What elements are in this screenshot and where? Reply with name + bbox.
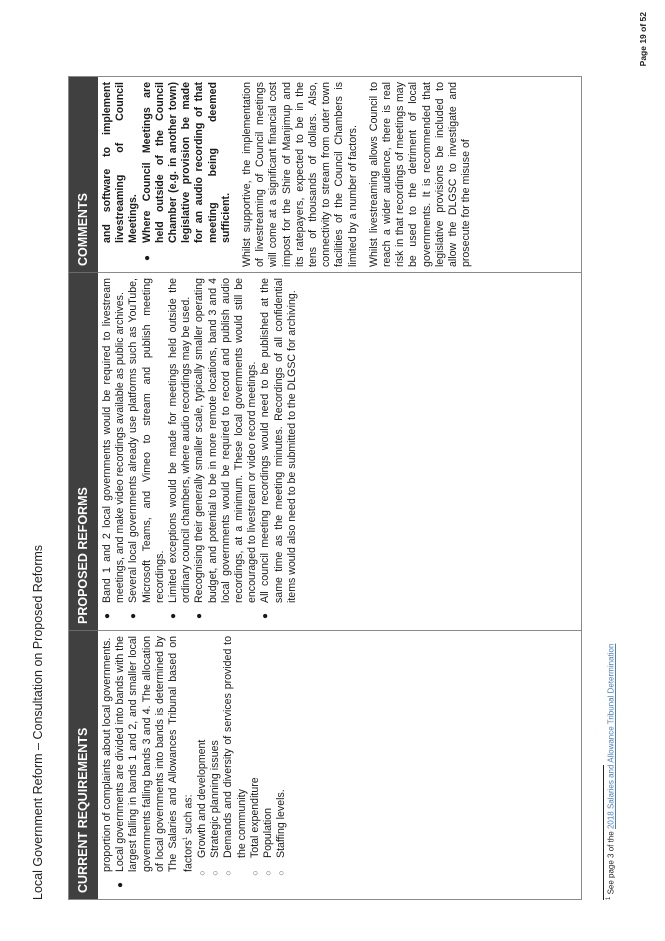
reform-text: Several local governments already use platforms such as YouTube, Microsoft Teams, and Vimeo to stream and publish meeting recordings.	[127, 278, 166, 603]
header-current-requirements: CURRENT REQUIREMENTS	[69, 630, 98, 899]
footnote	[606, 644, 616, 900]
bullet-icon: ●	[194, 612, 206, 620]
bands-text: Local governments are divided into bands with the largest falling in bands 1 and 2, and smaller local governments falling bands 3 and 4. The allocation of local governments into bands is determined by The Salaries and Allowances Tribunal based on factors	[114, 636, 195, 872]
factor-expenditure: Total expenditure	[248, 777, 261, 858]
document-title: Local Government Reform – Consultation on Proposed Reforms	[31, 544, 45, 900]
list-item	[127, 278, 167, 625]
header-comments: COMMENTS	[76, 193, 90, 266]
spacer	[360, 82, 368, 267]
bands-text-tail: such as:	[182, 794, 195, 837]
current-requirements-cell	[98, 630, 581, 899]
hollow-bullet-icon: ○	[262, 870, 273, 876]
list-item	[141, 82, 233, 267]
sub-list-item	[196, 636, 209, 894]
factor-services: Demands and diversity of services provided to the community	[222, 636, 248, 858]
reform-text: Band 1 and 2 local governments would be required to livestream meetings, and make video recordings available as public archives.	[101, 278, 127, 603]
bullet-icon: ●	[168, 612, 180, 620]
hollow-bullet-icon: ○	[210, 870, 221, 876]
factor-planning: Strategic planning issues	[209, 740, 222, 858]
bullet-icon: ●	[128, 612, 140, 620]
bullet-icon: ●	[102, 612, 113, 620]
comment-bold-text: Where Council Meetings are held outside of the Council Chamber (e.g. in another town) legislative provision be made for an audio recording of that meeting being deemed sufficient.	[140, 82, 232, 243]
factor-staffing: Staffing levels.	[275, 789, 288, 858]
spacer	[233, 82, 241, 267]
factor-population: Population	[261, 807, 274, 858]
comment-continued-bold: and software to implement livestreaming of Council Meetings.	[101, 82, 140, 243]
page-number: Page 19 of 52	[638, 12, 648, 67]
table-row	[98, 77, 581, 899]
table-header-row	[69, 77, 98, 899]
reform-text: Recognising their generally smaller scale, typically smaller operating budget, and potential to be in more remote locations, band 3 and 4 local governments would be required to record and publish audio recordings, at a minimum. These local governments would still be encouraged to livestream or video record meetings.	[193, 278, 259, 603]
sub-list-item	[275, 636, 288, 894]
bullet-icon: ●	[141, 254, 153, 262]
bullet-icon: ●	[260, 612, 272, 620]
tribunal-determination-link[interactable]: 2018 Salaries and Allowance Tribunal Determination	[606, 643, 616, 830]
footnote-separator	[603, 765, 604, 900]
footnote-number: 1	[606, 896, 612, 900]
list-item	[101, 278, 127, 625]
sub-list-item	[249, 636, 262, 894]
sub-list-item	[262, 636, 275, 894]
list-item	[259, 278, 299, 625]
hollow-bullet-icon: ○	[223, 870, 234, 876]
footnote-ref[interactable]: 1	[183, 836, 190, 841]
sub-list-item	[222, 636, 248, 894]
list-item	[114, 636, 196, 894]
sub-list-item	[209, 636, 222, 894]
reform-text: Limited exceptions would be made for meetings held outside the ordinary council chambers, where audio recordings may be used.	[167, 278, 193, 603]
factor-growth: Growth and development	[195, 739, 208, 858]
list-item	[167, 278, 193, 625]
continued-text: proportion of complaints about local governments.	[101, 637, 113, 872]
comment-paragraph: Whilst livestreaming allows Council to reach a wider audience, there is real risk in that recordings of meetings may be used to the detriment of local governments. It is recommended that legislative provisions be included to allow the DLGSC to investigate and prosecute for the misuse of	[367, 82, 473, 267]
reforms-table	[68, 76, 582, 900]
bullet-icon: ●	[115, 881, 127, 889]
hollow-bullet-icon: ○	[196, 870, 207, 876]
hollow-bullet-icon: ○	[276, 870, 287, 876]
hollow-bullet-icon: ○	[249, 870, 260, 876]
list-item	[193, 278, 259, 625]
comments-cell	[98, 77, 581, 272]
proposed-reforms-cell	[98, 272, 581, 630]
reform-text: All council meeting recordings would need to be published at the same time as the meeting minutes. Recordings of all confidential items would also need to be submitted to the DLGSC for archiving.	[259, 278, 298, 603]
header-proposed-reforms: PROPOSED REFORMS	[69, 272, 98, 630]
footnote-prefix: See page 3 of the	[606, 829, 616, 897]
comment-paragraph: Whilst supportive, the implementation of livestreaming of Council meetings will come at a significant financial cost impost for the Shire of Manjimup and its ratepayers, expected to be in the tens of thousands of dollars. Also, connectivity to stream from outer town facilities of the Council Chambers is limited by a number of factors.	[241, 82, 359, 267]
